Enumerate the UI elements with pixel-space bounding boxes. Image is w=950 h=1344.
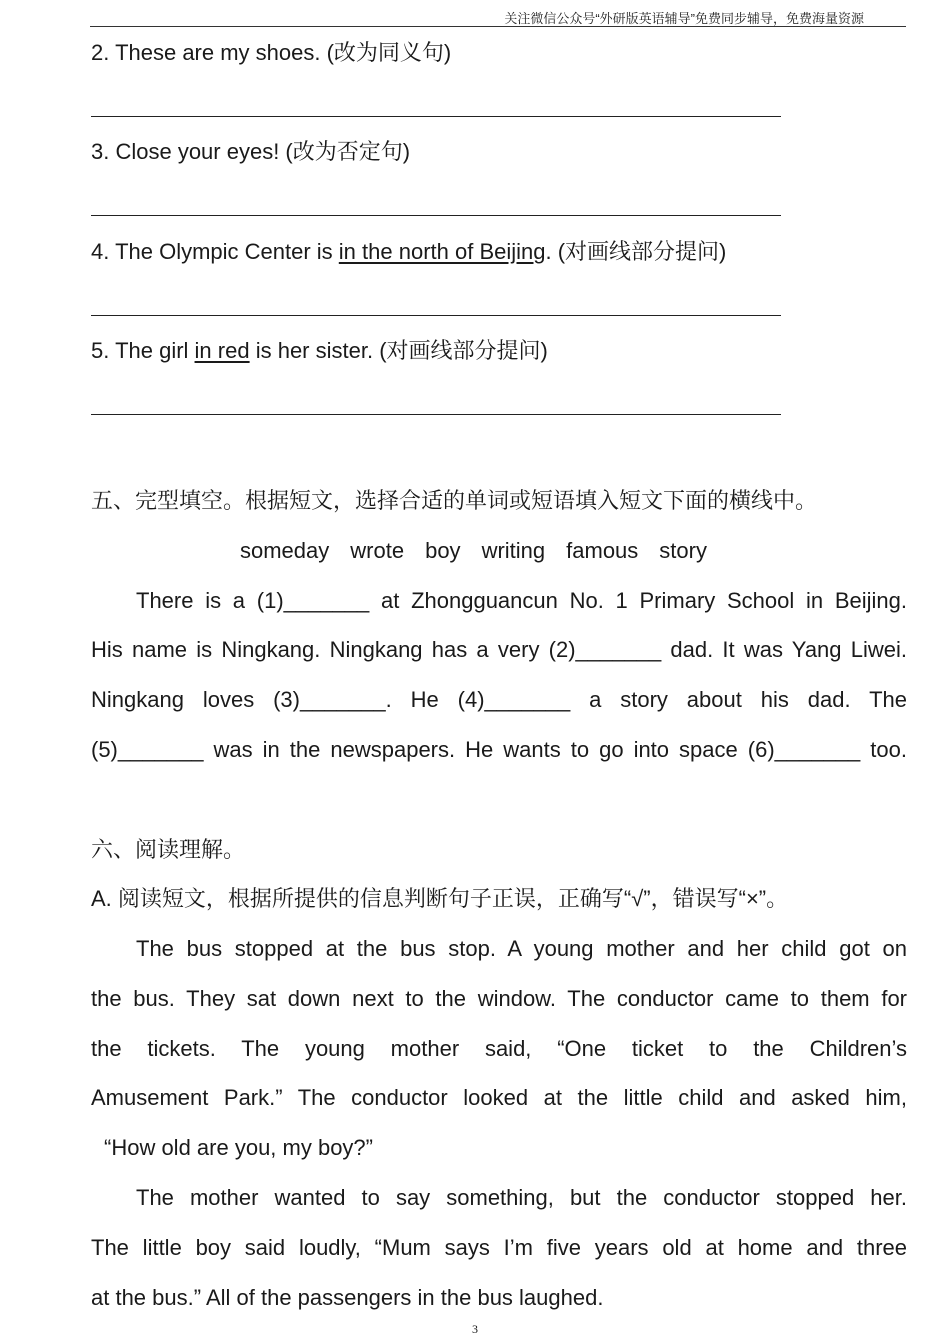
question-3: 3. Close your eyes! (改为否定句) bbox=[91, 139, 411, 164]
section6-title: 六、阅读理解。 bbox=[91, 837, 246, 862]
word-bank-item: boy bbox=[425, 538, 461, 563]
page-number: 3 bbox=[472, 1322, 478, 1336]
cloze-line-1: There is a (1)_______ at Zhongguancun No. 1 Primary School in Beijing. bbox=[136, 588, 907, 613]
part-a-instructions: A. 阅读短文，根据所提供的信息判断句子正误，正确写“√”，错误写“×”。 bbox=[91, 886, 789, 911]
cloze-line-4: (5)_______ was in the newspapers. He wants to go into space (6)_______ too. bbox=[91, 737, 907, 762]
cloze-line-3: Ningkang loves (3)_______. He (4)_______ a story about his dad. The bbox=[91, 687, 907, 712]
passage-line: The bus stopped at the bus stop. A young mother and her child got on bbox=[136, 936, 907, 961]
passage-line: The mother wanted to say something, but the conductor stopped her. bbox=[136, 1185, 907, 1210]
word-bank bbox=[240, 536, 728, 566]
question-5-underlined: in red bbox=[194, 338, 250, 363]
word-bank-item: wrote bbox=[350, 538, 405, 563]
question-4-pre: 4. The Olympic Center is bbox=[91, 239, 339, 264]
header-text: 关注微信公众号“外研版英语辅导”免费同步辅导，免费海量资源 bbox=[504, 11, 864, 26]
cloze-line-2: His name is Ningkang. Ningkang has a very (2)_______ dad. It was Yang Liwei. bbox=[91, 637, 907, 662]
section5-title: 五、完型填空。根据短文，选择合适的单词或短语填入短文下面的横线中。 bbox=[91, 488, 818, 513]
question-4-post: . (对画线部分提问) bbox=[545, 239, 727, 264]
answer-line-5 bbox=[91, 414, 781, 415]
passage-line: “How old are you, my boy?” bbox=[104, 1135, 373, 1160]
question-5-post: is her sister. (对画线部分提问) bbox=[249, 338, 548, 363]
passage-line: the tickets. The young mother said, “One ticket to the Children’s bbox=[91, 1036, 907, 1061]
question-4 bbox=[91, 237, 726, 267]
passage-line: the bus. They sat down next to the window. The conductor came to them for bbox=[91, 986, 907, 1011]
answer-line-4 bbox=[91, 315, 781, 316]
answer-line-2 bbox=[91, 116, 781, 117]
answer-line-3 bbox=[91, 215, 781, 216]
passage-line: at the bus.” All of the passengers in the bus laughed. bbox=[91, 1285, 604, 1310]
word-bank-item: someday bbox=[240, 538, 330, 563]
question-5 bbox=[91, 336, 548, 366]
word-bank-item: writing bbox=[481, 538, 546, 563]
page-header bbox=[90, 6, 906, 27]
passage-line: The little boy said loudly, “Mum says I’m five years old at home and three bbox=[91, 1235, 907, 1260]
word-bank-item: famous bbox=[566, 538, 639, 563]
passage-line: Amusement Park.” The conductor looked at the little child and asked him, bbox=[91, 1085, 907, 1110]
word-bank-item: story bbox=[659, 538, 707, 563]
question-5-pre: 5. The girl bbox=[91, 338, 195, 363]
question-4-underlined: in the north of Beijing bbox=[338, 239, 546, 264]
question-2: 2. These are my shoes. (改为同义句) bbox=[91, 40, 452, 65]
